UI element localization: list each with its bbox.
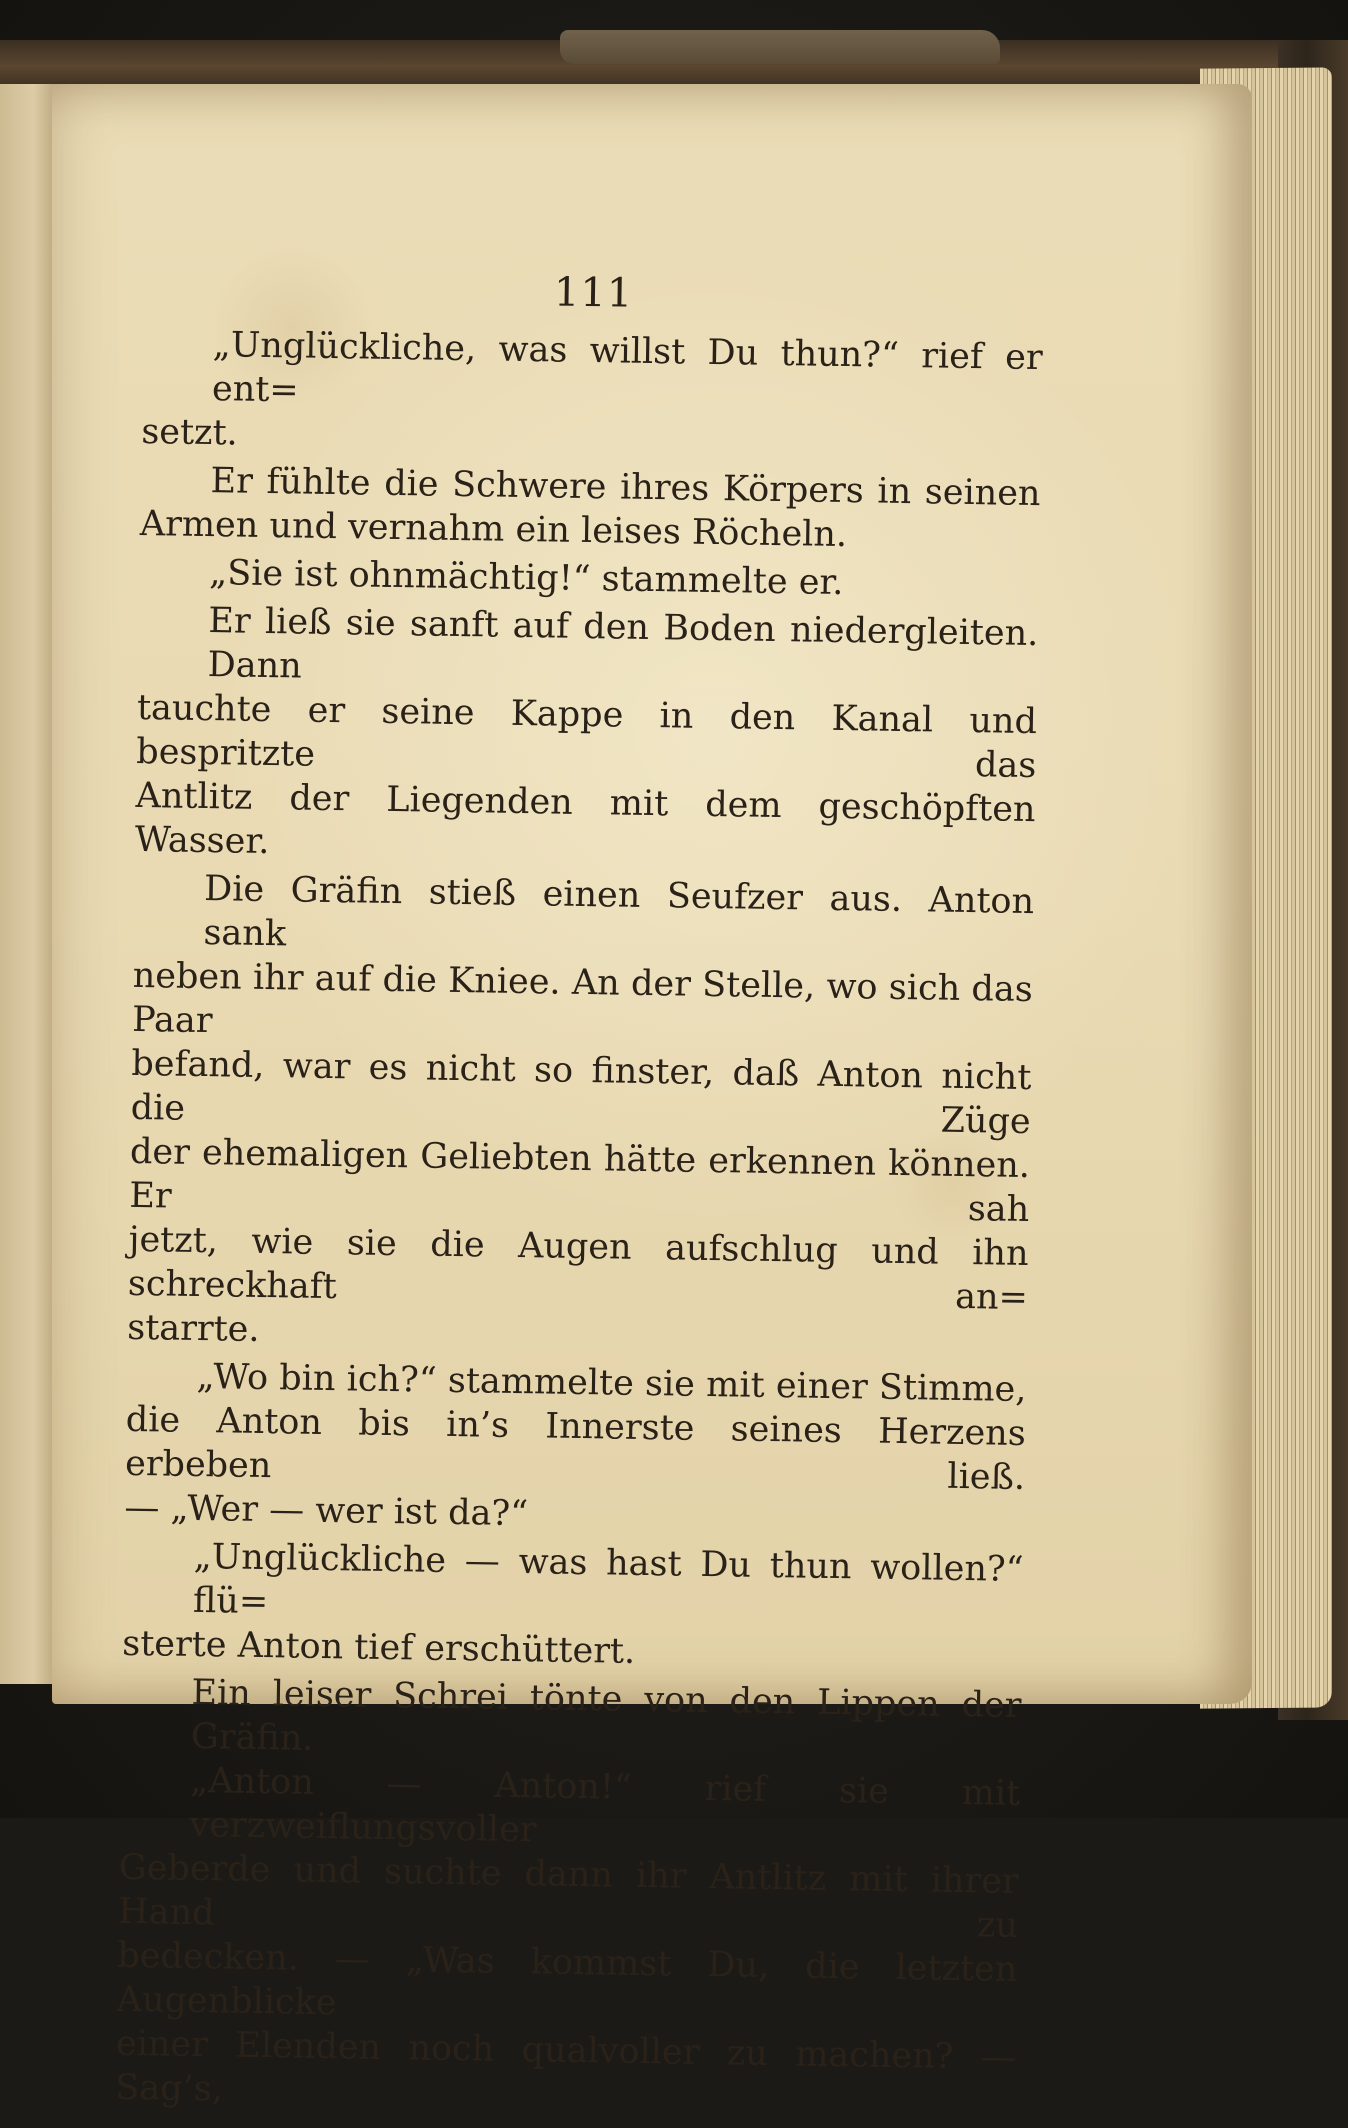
text-line: starrte. xyxy=(126,1307,260,1350)
text-line: Die Gräfin stieß einen Seufzer aus. Anton sank xyxy=(203,869,1035,955)
paragraph xyxy=(135,598,1039,876)
text-line: „Wo bin ich?“ stammelte sie mit einer Stimme, xyxy=(196,1356,1027,1410)
text-line: jetzt, wie sie die Augen aufschlug und ihn schreckhaft an= xyxy=(127,1219,1029,1319)
text-line: sterte Anton tief erschüttert. xyxy=(122,1623,636,1672)
text-line: bedecken. — „Was kommst Du, die letzten Augenblicke xyxy=(116,1935,1018,2024)
text-line: Armen und vernahm ein leises Röcheln. xyxy=(139,503,848,556)
text-line: — „Wer — wer ist da?“ xyxy=(124,1487,529,1535)
text-line: Er fühlte die Schwere ihres Körpers in seinen xyxy=(210,461,1041,515)
text-line: Ein leiser Schrei tönte von den Lippen der Gräfin. xyxy=(190,1672,1022,1759)
text-line: befand, war es nicht so finster, daß Anton nicht die Züge xyxy=(130,1043,1032,1143)
text-line: tauchte er seine Kappe in den Kanal und bespritzte das xyxy=(136,687,1038,787)
text-line: Er ließ sie sanft auf den Boden niedergleiten. Dann xyxy=(207,601,1039,687)
paragraph xyxy=(127,866,1034,1364)
text-line: „Sie ist ohnmächtig!“ stammelte er. xyxy=(208,553,844,604)
page-number: 111 xyxy=(553,269,634,317)
text-line: einer Elenden noch qualvoller zu machen? — Sag’s, xyxy=(115,2023,1017,2110)
text-line: „Anton — Anton!“ rief sie mit verzweiflungsvoller xyxy=(189,1760,1021,1851)
text-line: der ehemaligen Geliebten hätte erkennen können. Er sah xyxy=(129,1131,1031,1231)
text-line: neben ihr auf die Kniee. An der Stelle, wo sich das Paar xyxy=(131,955,1034,1042)
text-line: setzt. xyxy=(141,411,239,454)
page-text xyxy=(115,264,1044,2128)
paragraph xyxy=(140,458,1041,560)
text-line: „Unglückliche, was willst Du thun?“ rief er ent= xyxy=(211,325,1043,411)
book-page xyxy=(52,84,1252,2110)
text-line: Geberde und suchte dann ihr Antlitz mit ihrer Hand zu xyxy=(117,1847,1020,1946)
paragraph xyxy=(122,1534,1024,1680)
text-line: Antlitz der Liegenden mit dem geschöpften Wasser. xyxy=(134,775,1036,863)
paragraph xyxy=(141,322,1043,468)
paragraph xyxy=(115,1670,1022,2124)
text-line: „Unglückliche — was hast Du thun wollen?“ flü= xyxy=(192,1536,1024,1623)
text-line: die Anton bis in’s Innerste seines Herzens erbeben ließ. xyxy=(124,1399,1027,1498)
left-page-edge xyxy=(0,84,59,1684)
paragraph xyxy=(124,1354,1027,1544)
spine-tear xyxy=(560,30,1000,64)
